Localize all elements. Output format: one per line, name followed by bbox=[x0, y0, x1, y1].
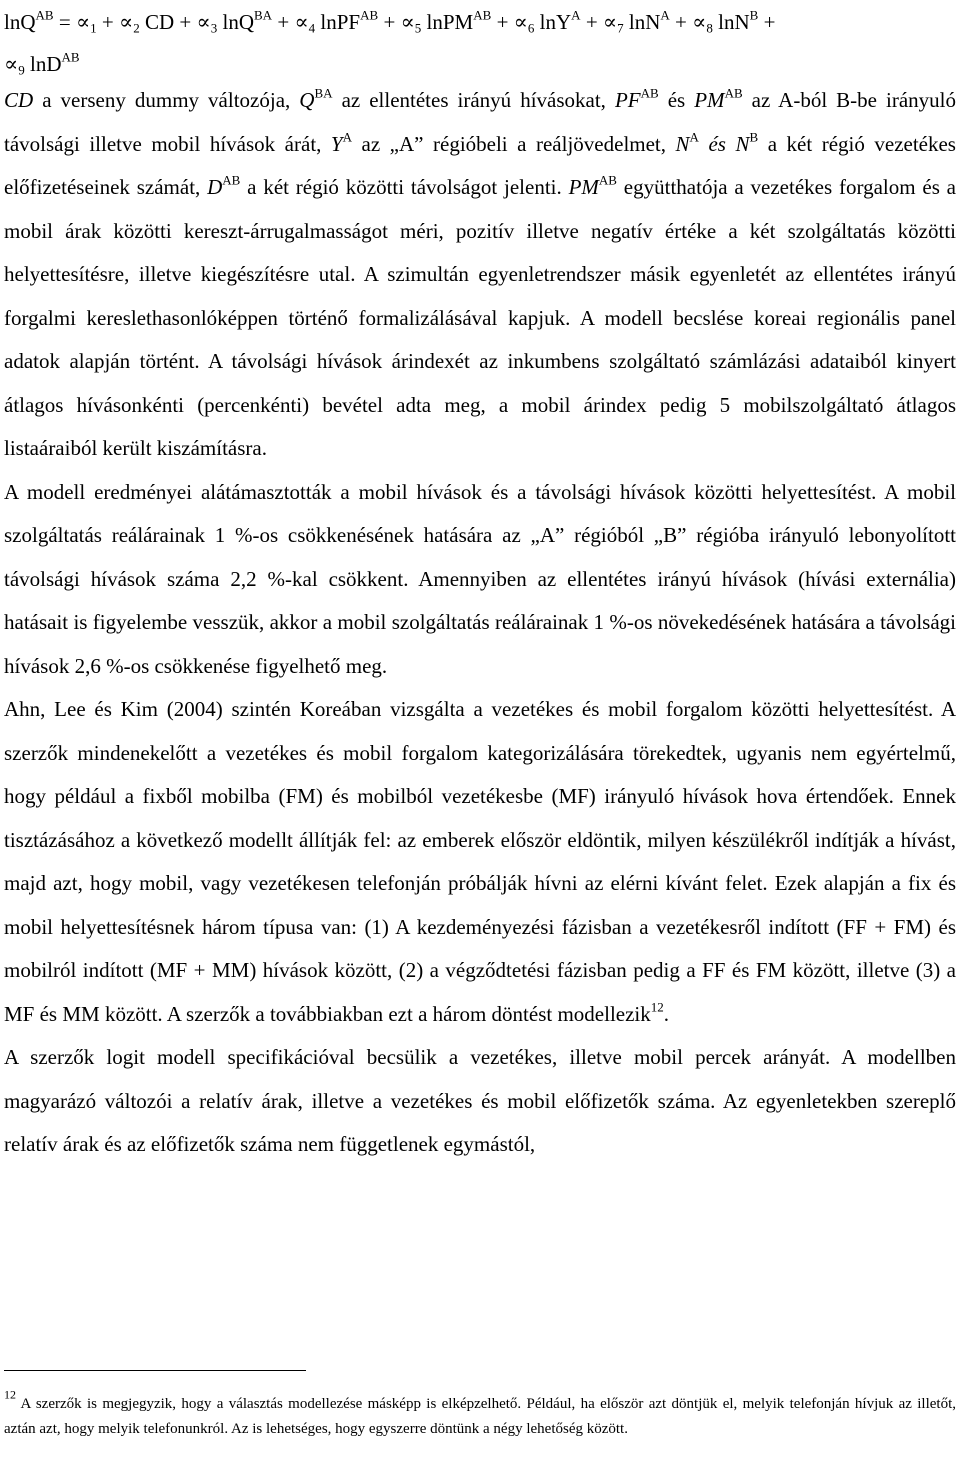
text-run: és bbox=[658, 88, 695, 112]
alpha-symbol: ∝ bbox=[692, 10, 707, 34]
footnote-12 bbox=[4, 1387, 956, 1442]
eq-equals: = bbox=[53, 10, 76, 34]
footnote bbox=[4, 1387, 956, 1442]
eq-term: lnPM bbox=[421, 10, 474, 34]
text-run: a két régió közötti távolságot jelenti. bbox=[240, 175, 569, 199]
alpha-index: 2 bbox=[133, 20, 140, 36]
eq-term: lnY bbox=[534, 10, 572, 34]
var-sup: B bbox=[749, 129, 759, 145]
paragraph-variables bbox=[4, 79, 956, 471]
body-text bbox=[4, 79, 956, 1167]
alpha-symbol: ∝ bbox=[294, 10, 309, 34]
alpha-index: 8 bbox=[706, 20, 713, 36]
var-sup: A bbox=[689, 129, 699, 145]
text-run: az A-ból B-be irányuló távolsági illetve mobil hívások árát, bbox=[4, 88, 956, 156]
alpha-symbol: ∝ bbox=[4, 52, 19, 76]
eq-sup: A bbox=[660, 7, 670, 23]
eq-plus: + bbox=[378, 10, 401, 34]
alpha-index: 3 bbox=[210, 20, 218, 36]
eq-plus: + bbox=[272, 10, 295, 34]
var-na: N bbox=[675, 131, 690, 156]
footnote-number: 12 bbox=[4, 1387, 16, 1402]
footnote-text: A szerzők is megjegyzik, hogy a választás modellezése másképp is elképzelhető. Például, ha először azt döntjük el, melyik telefonján hívjuk az illetőt, aztán azt, hogy melyik telefonunkról. Az is lehetséges, hogy egyszerre döntünk a négy lehetőség között. bbox=[4, 1396, 956, 1437]
text-run-italic: és bbox=[698, 131, 736, 156]
eq-sup: AB bbox=[61, 49, 80, 65]
eq-sup: A bbox=[571, 7, 581, 23]
var-pm: PM bbox=[568, 175, 599, 199]
paragraph-logit: A szerzők logit modell specifikációval becsülik a vezetékes, illetve mobil percek arányát. A modellben magyarázó változói a relatív árak, illetve a vezetékes és mobil előfizetők száma. Az egyenletekben szereplő relatív árak és az előfizetők száma nem függetlenek egymástól, bbox=[4, 1045, 956, 1156]
text-run: . bbox=[663, 1001, 670, 1026]
var-sup: AB bbox=[724, 85, 743, 101]
eq-plus: + bbox=[491, 10, 514, 34]
text-run: az „A” régióbeli a reáljövedelmet, bbox=[352, 131, 676, 156]
eq-plus: + bbox=[580, 10, 603, 34]
alpha-symbol: ∝ bbox=[400, 10, 415, 34]
alpha-index: 9 bbox=[18, 62, 25, 78]
eq-term: + bbox=[96, 10, 120, 34]
alpha-symbol: ∝ bbox=[75, 10, 91, 34]
var-sup: AB bbox=[222, 172, 241, 188]
var-cd: CD bbox=[4, 88, 34, 112]
eq-lhs-sup: AB bbox=[35, 7, 54, 23]
text-run: a verseny dummy változója, bbox=[33, 88, 300, 112]
var-pm: PM bbox=[694, 88, 725, 112]
alpha-symbol: ∝ bbox=[119, 10, 134, 34]
eq-plus: + bbox=[758, 10, 776, 34]
var-q: Q bbox=[299, 88, 315, 112]
alpha-index: 7 bbox=[617, 20, 624, 36]
text-run: az ellentétes irányú hívásokat, bbox=[332, 88, 615, 112]
eq-term: lnQ bbox=[217, 10, 254, 34]
var-sup: AB bbox=[640, 85, 659, 101]
alpha-symbol: ∝ bbox=[513, 10, 528, 34]
eq-plus: + bbox=[669, 10, 693, 34]
alpha-index: 4 bbox=[308, 20, 316, 36]
alpha-index: 5 bbox=[414, 20, 422, 36]
paragraph-ahn-lee-kim bbox=[4, 688, 956, 1036]
var-d: D bbox=[207, 175, 223, 199]
text-run: együtthatója a vezetékes forgalom és a mobil árak közötti kereszt-árrugalmasságot méri, pozitív illetve negatív értéke a két szolgáltatás közötti helyettesítésre, illetve kiegészítésre utal. A szimultán egyenletrendszer másik egyenletét az ellentétes irányú forgalmi kereslethasonlóképpen történő formalizálásával kapjuk. A modell becslése koreai regionális panel adatok alapján történt. A távolsági hívások árindexét az inkumbens szolgáltató számlázási adataiból kinyert átlagos hívásonkénti (percenkénti) bevétel adta meg, a mobil árindex pedig 5 mobilszolgáltató átlagos listaáraiból került kiszámításra. bbox=[4, 175, 956, 460]
alpha-symbol: ∝ bbox=[196, 10, 211, 34]
var-y: Y bbox=[330, 131, 343, 156]
var-sup: BA bbox=[314, 85, 333, 101]
equation-line-2 bbox=[4, 50, 80, 78]
alpha-index: 1 bbox=[90, 20, 97, 36]
equation-line-1 bbox=[4, 8, 775, 36]
alpha-symbol: ∝ bbox=[602, 10, 618, 34]
eq-term: lnPF bbox=[315, 10, 361, 34]
eq-term: lnD bbox=[24, 52, 62, 76]
paragraph-results: A modell eredményei alátámasztották a mobil hívások és a távolsági hívások közötti helyettesítést. A mobil szolgáltatás reálárainak 1 %-os csökkenésének hatására az „A” régióból „B” régióba irányuló lebonyolított távolsági hívások száma 2,2 %-kal csökkent. Amennyiben az ellentétes irányú hívások (hívási externália) hatásait is figyelembe vesszük, akkor a mobil szolgáltatás reálárainak 1 %-os növekedésének hatására a távolsági hívások 2,6 %-os csökkenése figyelhető meg. bbox=[4, 479, 956, 678]
eq-sup: BA bbox=[254, 7, 273, 23]
eq-lhs: lnQ bbox=[4, 10, 36, 34]
eq-sup: AB bbox=[360, 7, 379, 23]
eq-term: lnN bbox=[712, 10, 750, 34]
eq-term: CD + bbox=[139, 10, 197, 34]
eq-term: lnN bbox=[623, 10, 661, 34]
footnote-reference[interactable]: 12 bbox=[650, 999, 664, 1015]
var-sup: AB bbox=[598, 172, 617, 188]
var-sup: A bbox=[342, 129, 353, 145]
alpha-index: 6 bbox=[527, 20, 535, 36]
eq-sup: B bbox=[749, 7, 759, 23]
text-run: a két régió vezetékes előfizetéseinek számát, bbox=[4, 131, 956, 199]
var-pf: PF bbox=[614, 88, 641, 112]
footnote-divider bbox=[4, 1370, 306, 1371]
text-run: Ahn, Lee és Kim (2004) szintén Koreában vizsgálta a vezetékes és mobil forgalom közötti helyettesítést. A szerzők mindenekelőtt a vezetékes és mobil forgalom kategorizálására törekedtek, ugyanis nem egyértelmű, hogy például a fixből mobilba (FM) és mobilból vezetékesbe (MF) irányuló hívások hova értendőek. Ennek tisztázásához a következő modellt állítják fel: az emberek először eldöntik, milyen készülékről indítják a hívást, majd azt, hogy mobil, vagy vezetékesen telefonján próbálják hívni az elérni kívánt felet. Ezek alapján a fix és mobil helyettesítésnek három típusa van: (1) A kezdeményezési fázisban a vezetékesről indított (FF + FM) és mobilról indított (MF + MM) hívások között, (2) a végződtetési fázisban pedig a FF és FM között, illetve (3) a MF és MM között. A szerzők a továbbiakban ezt a három döntést modellezik bbox=[4, 697, 956, 1026]
var-nb: N bbox=[735, 131, 750, 156]
eq-sup: AB bbox=[473, 7, 492, 23]
